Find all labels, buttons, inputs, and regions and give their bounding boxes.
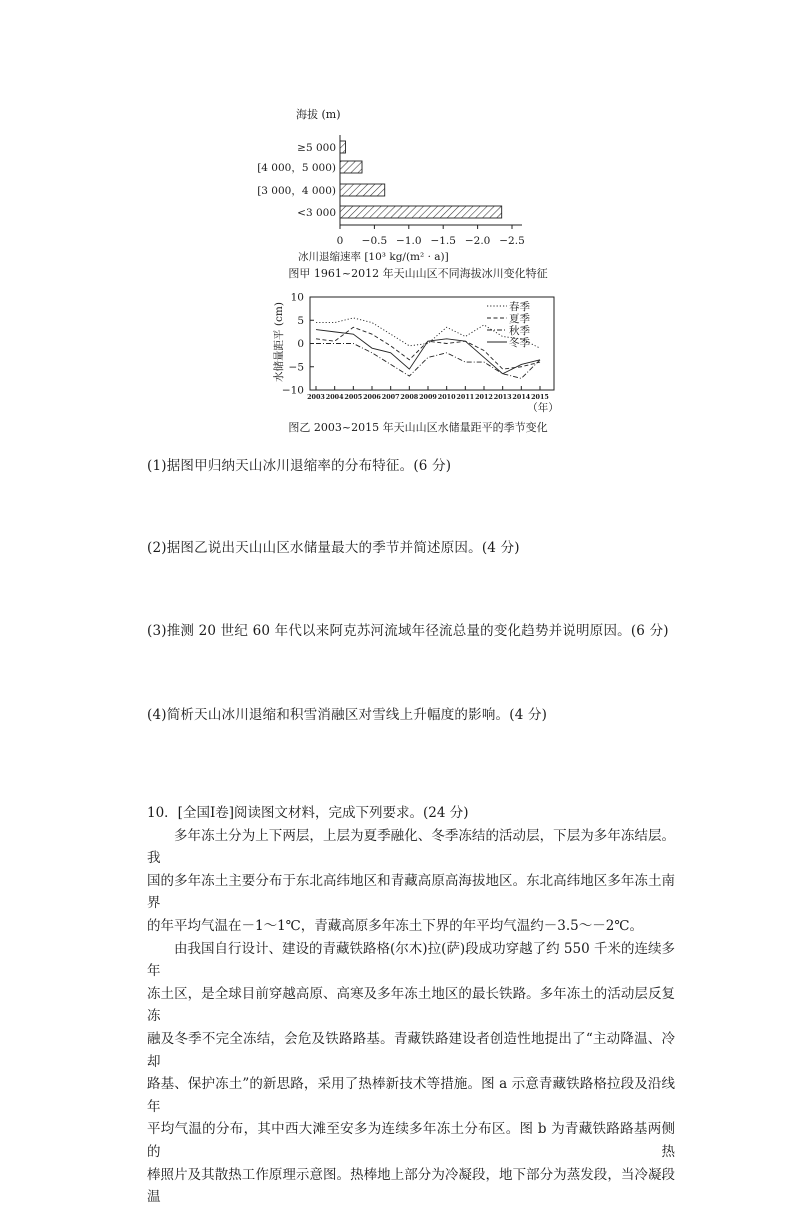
- figure-a-bar: [340, 184, 385, 196]
- question-10-heading: 10．[全国Ⅰ卷]阅读图文材料，完成下列要求。(24 分): [147, 805, 469, 821]
- figure-b-legend-label: 夏季: [509, 313, 530, 325]
- figure-a-x-tick-label: 0: [336, 235, 344, 247]
- figure-b-x-tick-label: 2005: [344, 393, 363, 401]
- figure-b-x-tick-label: 2012: [475, 393, 493, 401]
- figure-b-x-tick-label: 2011: [456, 393, 475, 401]
- figure-a-bar: [340, 141, 346, 153]
- figure-b-x-tick-label: 2003: [307, 393, 325, 401]
- figure-b-y-tick-label: 0: [297, 338, 304, 350]
- figure-b-series-line: [316, 330, 540, 374]
- figure-b-x-tick-label: 2007: [381, 393, 400, 401]
- figure-b-x-tick-label: 2008: [400, 393, 419, 401]
- passage-line: 国的多年冻土主要分布于东北高纬地区和青藏高原高海拔地区。东北高纬地区多年冻土南界: [147, 872, 675, 912]
- question-3: (3)推测 20 世纪 60 年代以来阿克苏河流域年径流总量的变化趋势并说明原因。(6 分): [147, 623, 669, 639]
- figure-a-x-tick-label: −2.0: [464, 235, 491, 247]
- question-4: (4)简析天山冰川退缩和积雪消融区对雪线上升幅度的影响。(4 分): [147, 707, 548, 723]
- figure-b-x-tick-label: 2013: [493, 393, 512, 401]
- figure-a-x-tick-label: −0.5: [361, 235, 388, 247]
- figure-b-y-tick-label: −10: [281, 384, 304, 397]
- figure-a-category-axis-label: 海拔 (m): [296, 108, 341, 121]
- passage-line: 平均气温的分布，其中西大滩至安多为连续多年冻土分布区。图 b 为青藏铁路路基两侧的热: [147, 1121, 675, 1160]
- figure-b-series-line: [316, 344, 540, 379]
- figure-a-title: 图甲 1961~2012 年天山山区不同海拔冰川变化特征: [288, 267, 548, 280]
- figure-a-bar-chart: [257, 107, 547, 280]
- figure-b-legend-label: 春季: [509, 301, 530, 313]
- question-2: (2)据图乙说出天山山区水储量最大的季节并简述原因。(4 分): [147, 540, 520, 556]
- figure-b-x-tick-label: 2014: [512, 393, 531, 401]
- figures-canvas: [0, 0, 794, 440]
- figure-b-y-tick-label: 10: [290, 291, 304, 304]
- figure-b-y-tick-label: 5: [297, 314, 304, 327]
- figure-a-bar: [340, 206, 502, 218]
- figure-b-y-tick-label: −5: [288, 361, 304, 374]
- passage-line: 棒照片及其散热工作原理示意图。热棒地上部分为冷凝段，地下部分为蒸发段，当冷凝段温: [147, 1166, 675, 1206]
- figure-a-x-tick-label: −1.5: [430, 235, 456, 247]
- figure-a-category-label: ≥5 000: [297, 142, 336, 154]
- figure-b-legend-label: 秋季: [509, 325, 530, 337]
- passage-line: 融及冬季不完全冻结，会危及铁路路基。青藏铁路建设者创造性地提出了“主动降温、冷却: [147, 1030, 675, 1070]
- passage-line: 由我国自行设计、建设的青藏铁路格(尔木)拉(萨)段成功穿越了约 550 千米的连续多年: [147, 940, 675, 980]
- question-10-passage: [147, 802, 675, 1209]
- figure-a-category-label: <3 000: [297, 207, 336, 219]
- figure-b-y-axis-label: 水储量距平 (cm): [273, 302, 285, 382]
- figure-b-x-tick-label: 2009: [419, 393, 437, 401]
- figure-b-title: 图乙 2003~2015 年天山山区水储量距平的季节变化: [288, 421, 548, 434]
- figure-a-x-tick-label: −2.5: [499, 235, 525, 247]
- figure-b-x-axis-label: （年）: [527, 402, 559, 414]
- passage-line: 多年冻土分为上下两层，上层为夏季融化、冬季冻结的活动层，下层为多年冻结层。我: [147, 827, 675, 867]
- figure-a-bar: [340, 161, 362, 173]
- figure-b-x-tick-label: 2006: [363, 393, 381, 401]
- figure-b-line-chart: [272, 292, 559, 435]
- passage-line: 的年平均气温在－1～1℃，青藏高原多年冻土下界的年平均气温约－3.5～－2℃。: [147, 917, 643, 934]
- figure-a-category-label: [4 000，5 000): [257, 162, 336, 174]
- question-1: (1)据图甲归纳天山冰川退缩率的分布特征。(6 分): [147, 458, 452, 474]
- figure-b-x-tick-label: 2004: [325, 393, 344, 401]
- figure-b-x-tick-label: 2015: [531, 393, 549, 401]
- figure-b-x-tick-label: 2010: [437, 393, 456, 401]
- figure-a-category-label: [3 000，4 000): [257, 185, 336, 197]
- figure-a-x-tick-label: −1.0: [396, 235, 422, 247]
- figure-a-x-axis-label: 冰川退缩速率 [10³ kg/(m² · a)]: [298, 251, 449, 263]
- figure-b-legend-label: 冬季: [509, 337, 530, 349]
- passage-line: 冻土区，是全球目前穿越高原、高寒及多年冻土地区的最长铁路。多年冻土的活动层反复冻: [147, 985, 675, 1025]
- passage-line: 路基、保护冻土”的新思路，采用了热棒新技术等措施。图 a 示意青藏铁路格拉段及沿线年: [147, 1076, 675, 1115]
